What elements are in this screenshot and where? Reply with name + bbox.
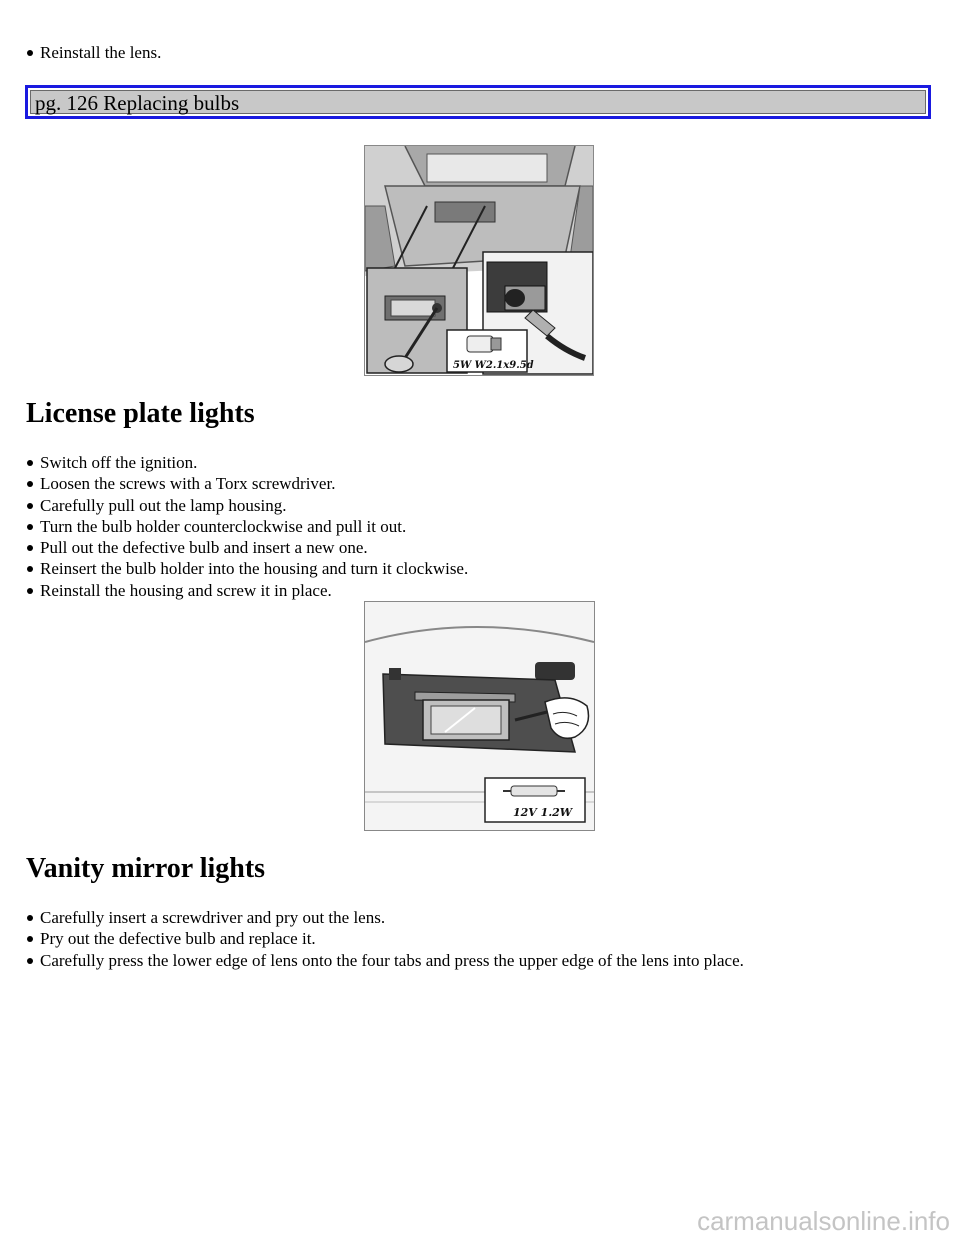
list-item: Reinstall the housing and screw it in place. (26, 580, 468, 601)
vanity-mirror-illustration (365, 602, 594, 830)
license-plate-figure (364, 145, 594, 376)
page-header: pg. 126 Replacing bulbs (30, 90, 926, 114)
list-item: Reinsert the bulb holder into the housing and turn it clockwise. (26, 558, 468, 579)
watermark: carmanualsonline.info (697, 1206, 950, 1236)
vanity-mirror-figure (364, 601, 595, 831)
license-plate-steps (26, 452, 468, 601)
license-plate-illustration (365, 146, 593, 375)
list-item: Reinstall the lens. (26, 42, 161, 63)
bulb-spec-label: 12V 1.2W (513, 806, 573, 819)
vanity-mirror-steps (26, 907, 744, 971)
list-item: Turn the bulb holder counterclockwise and pull it out. (26, 516, 468, 537)
top-step-list (26, 42, 161, 63)
page-header-bar (25, 85, 931, 119)
list-item: Carefully press the lower edge of lens onto the four tabs and press the upper edge of the lens into place. (26, 950, 744, 971)
list-item: Pull out the defective bulb and insert a new one. (26, 537, 468, 558)
list-item: Pry out the defective bulb and replace it. (26, 928, 744, 949)
list-item: Carefully insert a screwdriver and pry out the lens. (26, 907, 744, 928)
list-item: Loosen the screws with a Torx screwdriver. (26, 473, 468, 494)
section-title: License plate lights (26, 398, 255, 429)
list-item: Carefully pull out the lamp housing. (26, 495, 468, 516)
list-item: Switch off the ignition. (26, 452, 468, 473)
bulb-spec-label: 5W W2.1x9.5d (453, 360, 534, 371)
section-title: Vanity mirror lights (26, 853, 266, 884)
